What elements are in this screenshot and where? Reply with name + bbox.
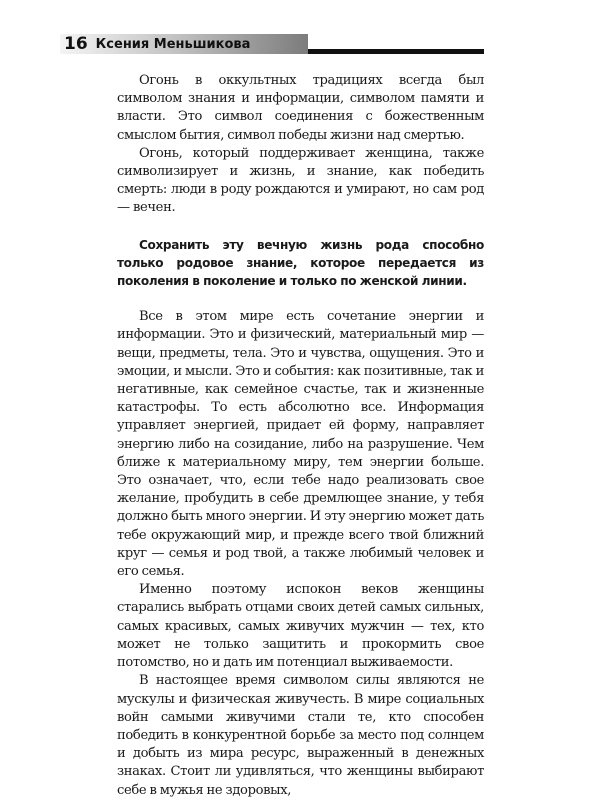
- spacer: [117, 290, 484, 308]
- paragraph-fire-symbol: Огонь в оккультных традициях всегда был символом знания и информации, символом памяти и власти. Это символ соединения с божественным смыслом бытия, символ победы жизни над смертью.: [117, 73, 484, 143]
- body-text: [117, 72, 484, 800]
- running-title: Ксения Меньшикова: [95, 36, 251, 52]
- paragraph-energy-information: Все в этом мире есть сочетание энергии и информации. Это и физический, материальный мир — вещи, предметы, тела. Это и чувства, ощущения. Это и эмоции, и мысли. Это и события: как позитивные, так и негативные, как семейное счастье, так и жизненные катастрофы. То есть абсолютно все. Информация управляет энергией, придает ей форму, направляет энергию либо на созидание, либо на разрушение. Чем ближе к материальному миру, тем энергии больше. Это означает, что, если тебе надо реализовать свое желание, пробудить в себе дремлющее знание, у тебя должно быть много энергии. И эту энергию может дать тебе окружающий мир, и прежде всего твой ближний круг — семья и род твой, а также любимый человек и его семья.: [117, 309, 484, 580]
- paragraph-women-choice: Именно поэтому испокон веков женщины старались выбрать отцами своих детей самых сильных, самых красивых, самых живучих мужчин — тех, кто может не только защитить и прокормить свое потомство, но и дать им потенциал выживаемости.: [117, 582, 484, 671]
- highlighted-statement: Сохранить эту вечную жизнь рода способно только родовое знание, которое передается из поколения в поколение и только по женской линии.: [117, 237, 484, 289]
- paragraph-fire-woman: Огонь, который поддерживает женщина, также символизирует и жизнь, и знание, как победить смерть: люди в роду рождаются и умирают, но сам род — вечен.: [117, 145, 484, 216]
- spacer: [117, 218, 484, 236]
- paragraph-modern-strength: В настоящее время символом силы являются не мускулы и физическая живучесть. В мире социальных войн самыми живучими стали те, кто способен победить в конкурентной борьбе за место под солнцем и добыть из мира ресурс, выраженный в денежных знаках. Стоит ли удивляться, что женщины выбирают себе в мужья не здоровых,: [117, 673, 484, 798]
- running-header: [60, 34, 308, 54]
- header-rule: [308, 49, 484, 54]
- page-number: 16: [64, 33, 88, 54]
